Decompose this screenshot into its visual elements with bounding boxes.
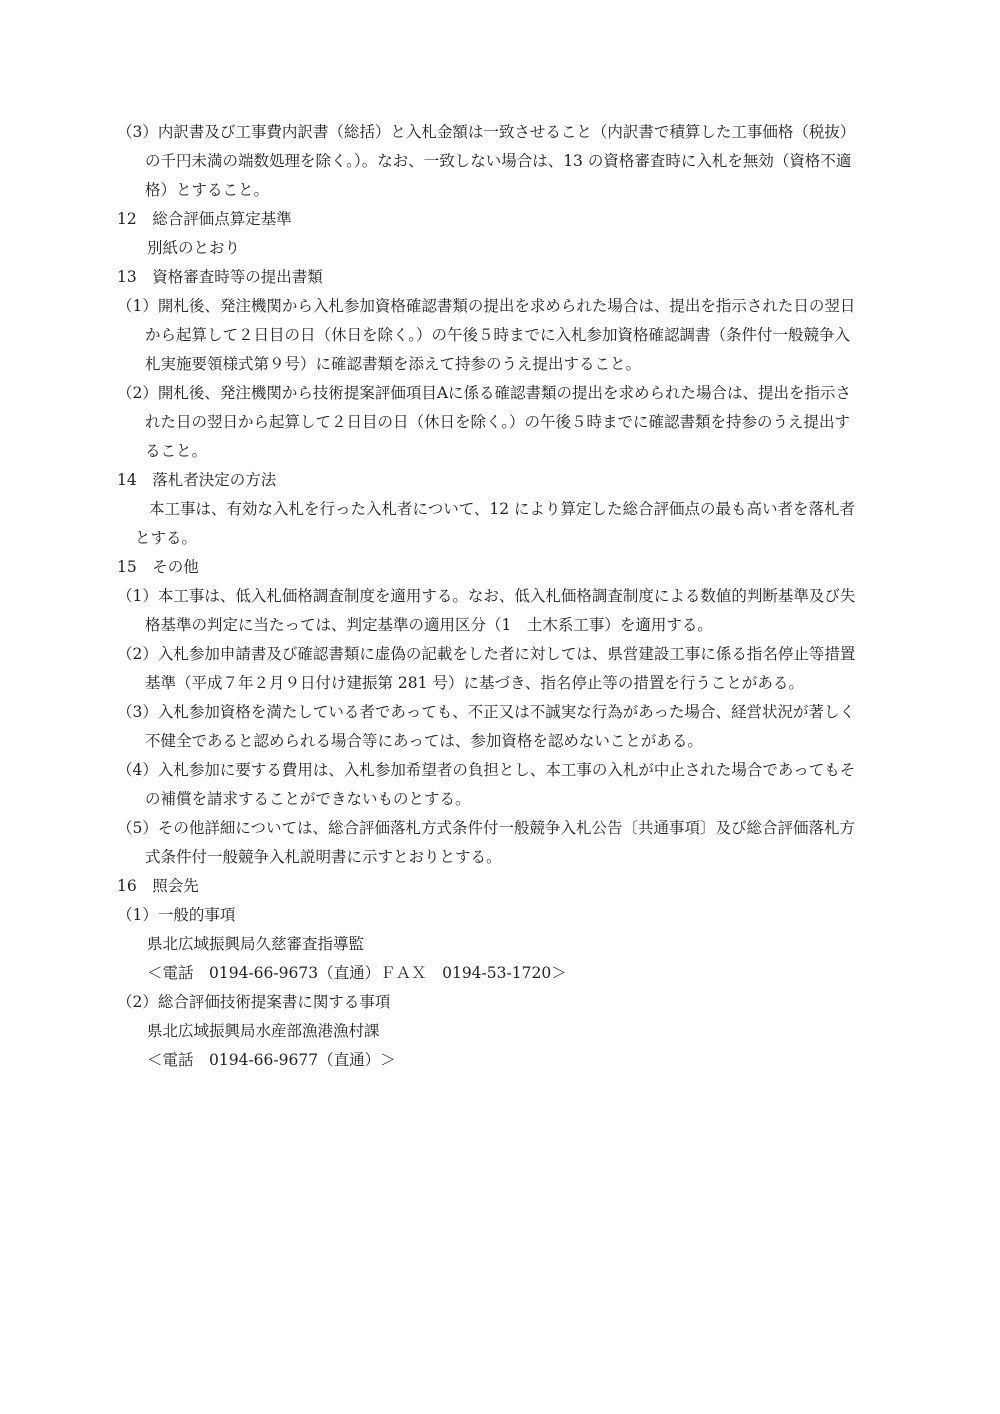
text-line: 県北広域振興局水産部漁港漁村課 — [147, 1022, 380, 1040]
section-heading: 15 その他 — [117, 558, 199, 576]
text-line: 札実施要領様式第９号）に確認書類を添えて持参のうえ提出すること。 — [145, 355, 642, 373]
text-line: （1）開札後、発注機関から入札参加資格確認書類の提出を求められた場合は、提出を指示された日の翌日 — [117, 297, 856, 315]
section-16 — [117, 872, 887, 1075]
text-line: （2）入札参加申請書及び確認書類に虚偽の記載をした者に対しては、県営建設工事に係る指名停止等措置 — [117, 645, 856, 663]
section-11-item-3 — [117, 118, 887, 205]
text-line: （4）入札参加に要する費用は、入札参加希望者の負担とし、本工事の入札が中止された場合であってもそ — [117, 761, 856, 779]
document-body — [117, 118, 887, 1075]
text-line: 式条件付一般競争入札説明書に示すとおりとする。 — [145, 848, 502, 866]
text-line: の千円未満の端数処理を除く。）。なお、一致しない場合は、13 の資格審査時に入札を無効（資格不適 — [145, 152, 852, 170]
text-line: 別紙のとおり — [147, 239, 241, 257]
text-line: から起算して２日目の日（休日を除く。）の午後５時までに入札参加資格確認調書（条件付一般競争入 — [145, 326, 850, 344]
text-line: の補償を請求することができないものとする。 — [145, 790, 471, 808]
section-14 — [117, 466, 887, 553]
text-line: れた日の翌日から起算して２日目の日（休日を除く。）の午後５時までに確認書類を持参のうえ提出す — [145, 413, 850, 431]
text-line: （2）開札後、発注機関から技術提案評価項目Aに係る確認書類の提出を求められた場合は、提出を指示さ — [117, 384, 852, 402]
section-heading: 16 照会先 — [117, 877, 199, 895]
section-heading: 13 資格審査時等の提出書類 — [117, 268, 323, 286]
text-line: ること。 — [145, 442, 208, 460]
text-line: 基準（平成７年２月９日付け建振第 281 号）に基づき、指名停止等の措置を行うことがある。 — [145, 674, 804, 692]
text-line: 格基準の判定に当たっては、判定基準の適用区分（1 土木系工事）を適用する。 — [145, 616, 713, 634]
section-13 — [117, 263, 887, 466]
text-line: 本工事は、有効な入札を行った入札者について、12 により算定した総合評価点の最も高い者を落札者 — [149, 500, 856, 518]
text-line: ＜電話 0194-66-9677（直通）＞ — [147, 1051, 396, 1069]
text-line: （3）入札参加資格を満たしている者であっても、不正又は不誠実な行為があった場合、経営状況が著しく — [117, 703, 856, 721]
section-12 — [117, 205, 887, 263]
section-heading: 12 総合評価点算定基準 — [117, 210, 292, 228]
text-line: （2）総合評価技術提案書に関する事項 — [117, 993, 391, 1011]
text-line: （1）一般的事項 — [117, 906, 236, 924]
section-15 — [117, 553, 887, 872]
text-line: とする。 — [135, 529, 198, 547]
text-line: （3）内訳書及び工事費内訳書（総括）と入札金額は一致させること（内訳書で積算した工事価格（税抜） — [117, 123, 856, 141]
text-line: 県北広域振興局久慈審査指導監 — [147, 935, 365, 953]
text-line: （5）その他詳細については、総合評価落札方式条件付一般競争入札公告〔共通事項〕及び総合評価落札方 — [117, 819, 856, 837]
text-line: （1）本工事は、低入札価格調査制度を適用する。なお、低入札価格調査制度による数値的判断基準及び失 — [117, 587, 856, 605]
text-line: ＜電話 0194-66-9673（直通）ＦＡＸ 0194-53-1720＞ — [147, 964, 567, 982]
section-heading: 14 落札者決定の方法 — [117, 471, 277, 489]
text-line: 格）とすること。 — [145, 181, 270, 199]
text-line: 不健全であると認められる場合等にあっては、参加資格を認めないことがある。 — [145, 732, 703, 750]
